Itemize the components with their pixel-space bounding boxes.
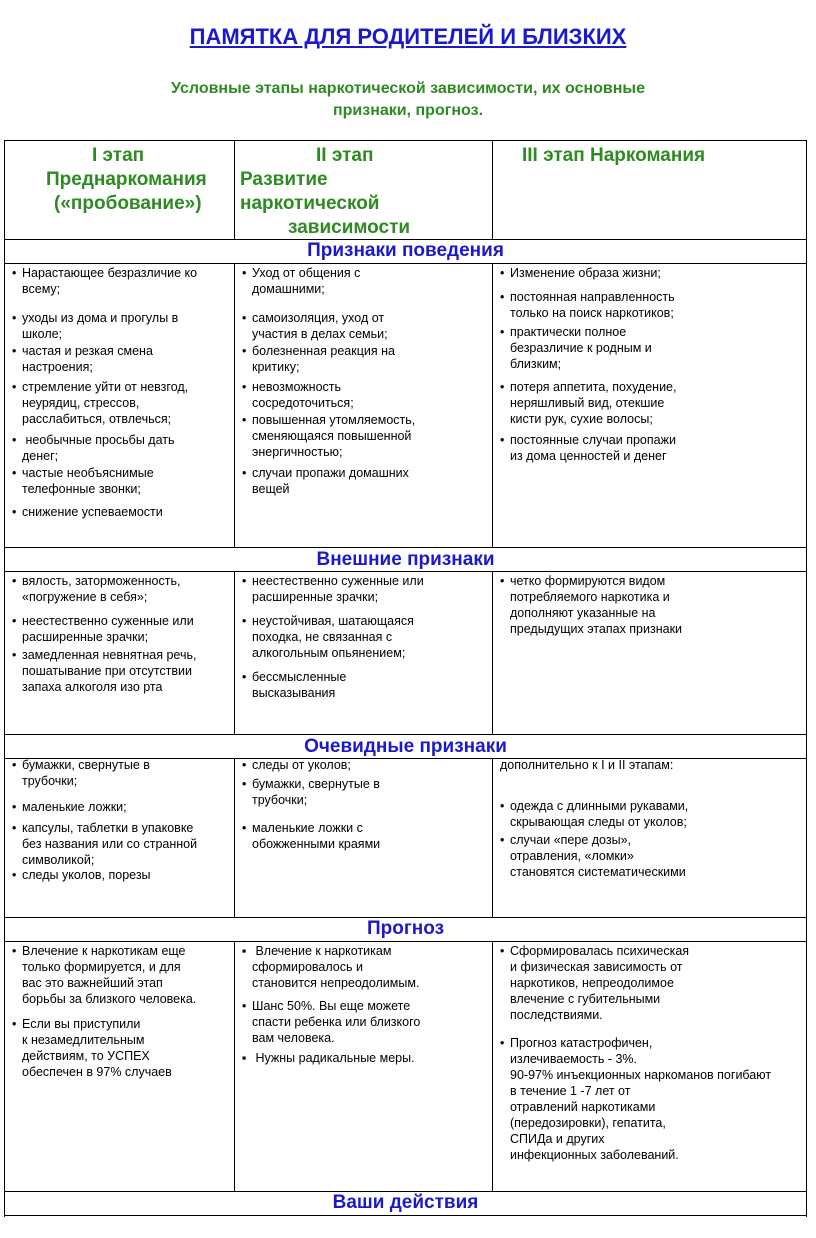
stage-header-line: зависимости — [288, 217, 411, 238]
list-item — [6, 504, 232, 520]
list-item — [6, 943, 232, 1007]
bullet-icon: • — [242, 413, 247, 427]
list-item-text: всему; — [22, 282, 61, 296]
list-item-text: стремление уйти от невзгод, — [22, 380, 189, 394]
list-item-text: СПИДа и других — [510, 1132, 605, 1146]
stage-header-line: II этап — [316, 145, 374, 166]
list-item-text: отравлений наркотиками — [510, 1100, 656, 1114]
table-rule — [234, 140, 235, 239]
list-item-text: трубочки; — [22, 774, 78, 788]
list-item-text: Влечение к наркотикам — [252, 944, 392, 958]
bullet-icon: • — [500, 380, 505, 394]
list-item — [494, 289, 805, 321]
bullet-icon: • — [500, 1036, 505, 1050]
bullet-icon: • — [500, 833, 505, 847]
list-item-text: Изменение образа жизни; — [510, 266, 661, 280]
list-item — [494, 573, 805, 637]
list-item-text: сосредоточиться; — [252, 396, 354, 410]
bullet-icon: • — [12, 266, 17, 280]
list-item — [236, 379, 490, 411]
list-item-text: предыдущих этапах признаки — [510, 622, 683, 636]
bullet-icon: • — [12, 1017, 17, 1031]
stage-header-line: I этап — [92, 145, 145, 166]
bullet-icon: • — [242, 344, 247, 358]
table-rule — [234, 263, 235, 547]
list-item-text: кисти рук, сухие волосы; — [510, 412, 653, 426]
section-title: Очевидные признаки — [304, 736, 507, 757]
list-item — [236, 573, 490, 605]
list-item-text: неестественно суженные или — [252, 574, 424, 588]
bullet-icon: • — [500, 433, 505, 447]
bullet-icon: • — [12, 944, 17, 958]
stage-header-line: («пробование») — [54, 193, 202, 214]
list-item-text: последствиями. — [510, 1008, 603, 1022]
bullet-icon: • — [12, 758, 17, 772]
list-item-text: маленькие ложки с — [252, 821, 363, 835]
bullet-icon: • — [12, 433, 17, 447]
table-rule — [806, 140, 807, 1217]
list-item — [236, 757, 490, 773]
bullet-icon: • — [242, 574, 247, 588]
list-item-text: близким; — [510, 357, 562, 371]
list-item — [236, 943, 490, 991]
list-item-text: (передозировки), гепатита, — [510, 1116, 666, 1130]
list-item — [236, 310, 490, 342]
bullet-icon: ▪ — [242, 1051, 247, 1065]
list-item-text: и физическая зависимость от — [510, 960, 683, 974]
list-item-text: школе; — [22, 327, 63, 341]
table-rule — [4, 140, 5, 1217]
list-item-text: настроения; — [22, 360, 93, 374]
table-cell — [494, 571, 805, 734]
table-rule — [4, 547, 807, 548]
list-item — [6, 432, 232, 464]
list-item — [494, 432, 805, 464]
list-item-text: алкогольным опьянением; — [252, 646, 406, 660]
list-item-text: практически полное — [510, 325, 627, 339]
list-item — [6, 573, 232, 605]
list-item — [494, 324, 805, 372]
list-item-text: вас это важнейший этап — [22, 976, 163, 990]
list-item-text: влечение с губительными — [510, 992, 661, 1006]
list-item-text: потеря аппетита, похудение, — [510, 380, 677, 394]
list-item — [236, 820, 490, 852]
bullet-icon: • — [242, 614, 247, 628]
table-cell — [6, 263, 232, 547]
table-rule — [4, 1215, 807, 1216]
list-item — [494, 798, 805, 830]
table-rule — [492, 140, 493, 239]
list-item — [6, 757, 232, 789]
list-item-text: неестественно суженные или — [22, 614, 194, 628]
stage-header-line: наркотической — [240, 193, 380, 214]
list-item-text: домашними; — [252, 282, 325, 296]
table-rule — [4, 140, 807, 141]
list-item — [6, 1016, 232, 1080]
table-cell — [6, 941, 232, 1191]
list-item-text: одежда с длинными рукавами, — [510, 799, 689, 813]
section-title: Прогноз — [366, 918, 445, 939]
list-item-text: обеспечен в 97% случаев — [22, 1065, 172, 1079]
list-item-text: излечиваемость - 3%. — [510, 1052, 637, 1066]
list-item — [494, 265, 805, 281]
list-item-text: случаи пропажи домашних — [252, 466, 409, 480]
list-item-text: становятся систематическими — [510, 865, 686, 879]
list-item — [236, 776, 490, 808]
list-item-text: наркотиков, непреодолимое — [510, 976, 674, 990]
list-item-text: сменяющаяся повышенной — [252, 429, 412, 443]
stage-header-line: Развитие — [240, 169, 328, 190]
list-item-text: следы от уколов; — [252, 758, 351, 772]
bullet-icon: • — [12, 868, 17, 882]
bullet-icon: • — [242, 311, 247, 325]
list-item — [236, 998, 490, 1046]
list-item-text: только формируется, и для — [22, 960, 181, 974]
list-item-text: спасти ребенка или близкого — [252, 1015, 421, 1029]
list-item-text: расширенные зрачки; — [22, 630, 149, 644]
list-item-text: действиям, то УСПЕХ — [22, 1049, 150, 1063]
list-item-text: постоянные случаи пропажи — [510, 433, 676, 447]
bullet-icon: • — [12, 574, 17, 588]
page-title: ПАМЯТКА ДЛЯ РОДИТЕЛЕЙ И БЛИЗКИХ — [189, 24, 627, 49]
bullet-icon: • — [500, 574, 505, 588]
table-rule — [492, 758, 493, 917]
bullet-icon: • — [500, 290, 505, 304]
page-subtitle — [120, 78, 696, 122]
list-item-text: в течение 1 -7 лет от — [510, 1084, 631, 1098]
list-item-text: капсулы, таблетки в упаковке — [22, 821, 194, 835]
list-item-text: маленькие ложки; — [22, 800, 127, 814]
bullet-icon: • — [12, 505, 17, 519]
list-item-text: критику; — [252, 360, 300, 374]
list-item-text: потребляемого наркотика и — [510, 590, 670, 604]
list-item-text: запаха алкоголя изо рта — [22, 680, 163, 694]
list-item-text: Если вы приступили — [22, 1017, 141, 1031]
list-item — [6, 613, 232, 645]
section-title: Ваши действия — [332, 1192, 479, 1213]
table-rule — [234, 758, 235, 917]
list-item — [494, 1035, 805, 1163]
list-item-text: без названия или со странной — [22, 837, 198, 851]
table-rule — [234, 941, 235, 1191]
list-item-text: дополнительно к I и II этапам: — [500, 758, 674, 772]
table-rule — [492, 263, 493, 547]
list-item-text: Нужны радикальные меры. — [252, 1051, 415, 1065]
bullet-icon: • — [242, 758, 247, 772]
list-item — [236, 465, 490, 497]
list-item-text: к незамедлительным — [22, 1033, 145, 1047]
list-item-text: борьбы за близкого человека. — [22, 992, 197, 1006]
list-item — [6, 379, 232, 427]
list-item-text: телефонные звонки; — [22, 482, 141, 496]
list-item — [6, 799, 232, 815]
bullet-icon: • — [242, 777, 247, 791]
list-item-text: сформировалось и — [252, 960, 363, 974]
list-item-text: скрывающая следы от уколов; — [510, 815, 687, 829]
subtitle-line: Условные этапы наркотической зависимости, их основные — [171, 80, 645, 97]
list-item-text: инфекционных заболеваний. — [510, 1148, 679, 1162]
list-item-text: вялость, заторможенность, — [22, 574, 181, 588]
stage-header-line: Преднаркомания — [46, 169, 207, 190]
bullet-icon: • — [12, 821, 17, 835]
bullet-icon: • — [242, 821, 247, 835]
list-item — [6, 465, 232, 497]
list-item — [6, 820, 232, 868]
bullet-icon: • — [242, 266, 247, 280]
list-item-text: походка, не связанная с — [252, 630, 393, 644]
list-item-text: Сформировалась психическая — [510, 944, 690, 958]
list-item — [6, 265, 232, 297]
list-item-text: замедленная невнятная речь, — [22, 648, 197, 662]
list-item-text: частая и резкая смена — [22, 344, 153, 358]
table-rule — [492, 571, 493, 734]
bullet-icon: • — [500, 944, 505, 958]
list-item-text: бумажки, свернутые в — [22, 758, 150, 772]
list-item-text: «погружение в себя»; — [22, 590, 148, 604]
table-cell — [494, 758, 805, 917]
list-item — [494, 832, 805, 880]
bullet-icon: • — [12, 466, 17, 480]
list-item-text: Нарастающее безразличие ко — [22, 266, 198, 280]
table-rule — [492, 941, 493, 1191]
table-cell — [6, 758, 232, 917]
list-item-text: случаи «пере дозы», — [510, 833, 632, 847]
list-item-text: дополняют указанные на — [510, 606, 656, 620]
list-item-text: невозможность — [252, 380, 342, 394]
list-item-text: участия в делах семьи; — [252, 327, 388, 341]
table-cell — [6, 571, 232, 734]
list-item-text: частые необъяснимые — [22, 466, 154, 480]
bullet-icon: • — [12, 648, 17, 662]
list-item — [236, 1050, 490, 1066]
list-item-text: вещей — [252, 482, 290, 496]
list-item-text: Шанс 50%. Вы еще можете — [252, 999, 411, 1013]
list-item-text: повышенная утомляемость, — [252, 413, 416, 427]
list-item-text: снижение успеваемости — [22, 505, 163, 519]
list-item-text: обожженными краями — [252, 837, 381, 851]
list-item-text: постоянная направленность — [510, 290, 675, 304]
list-item-text: высказывания — [252, 686, 336, 700]
list-item — [494, 379, 805, 427]
list-item-text: неурядиц, стрессов, — [22, 396, 140, 410]
list-item-text: пошатывание при отсутствии — [22, 664, 193, 678]
table-cell — [236, 263, 490, 547]
subtitle-line: признаки, прогноз. — [332, 102, 484, 119]
list-item-text: Влечение к наркотикам еще — [22, 944, 186, 958]
list-item-text: энергичностью; — [252, 445, 343, 459]
stages-table — [4, 140, 807, 1217]
list-item-text: расслабиться, отвлечься; — [22, 412, 172, 426]
list-item-text: трубочки; — [252, 793, 308, 807]
table-cell — [236, 941, 490, 1191]
list-item-text: уходы из дома и прогулы в — [22, 311, 179, 325]
list-item — [236, 343, 490, 375]
list-item — [6, 867, 232, 883]
table-rule — [4, 734, 807, 735]
list-item-text: 90-97% инъекционных наркоманов погибают — [510, 1068, 772, 1082]
list-item-text: Уход от общения с — [252, 266, 361, 280]
list-item-text: Прогноз катастрофичен, — [510, 1036, 653, 1050]
bullet-icon: • — [242, 999, 247, 1013]
list-item — [494, 757, 805, 773]
list-item-text: только на поиск наркотиков; — [510, 306, 674, 320]
list-item-text: самоизоляция, уход от — [252, 311, 385, 325]
list-item-text: бессмысленные — [252, 670, 347, 684]
list-item — [6, 310, 232, 342]
list-item — [6, 647, 232, 695]
bullet-icon: • — [12, 800, 17, 814]
list-item — [6, 343, 232, 375]
bullet-icon: • — [500, 325, 505, 339]
bullet-icon: • — [12, 614, 17, 628]
list-item-text: денег; — [22, 449, 59, 463]
list-item — [236, 265, 490, 297]
list-item-text: символикой; — [22, 853, 95, 867]
list-item-text: четко формируются видом — [510, 574, 666, 588]
table-cell — [494, 941, 805, 1191]
list-item-text: следы уколов, порезы — [22, 868, 151, 882]
bullet-icon: • — [242, 466, 247, 480]
table-cell — [236, 571, 490, 734]
stage-header-line: III этап Наркомания — [522, 145, 706, 166]
table-cell — [236, 758, 490, 917]
bullet-icon: • — [500, 799, 505, 813]
list-item-text: неустойчивая, шатающаяся — [252, 614, 414, 628]
bullet-icon: • — [242, 670, 247, 684]
list-item-text: необычные просьбы дать — [22, 433, 175, 447]
bullet-icon: • — [242, 380, 247, 394]
list-item-text: из дома ценностей и денег — [510, 449, 667, 463]
list-item — [236, 669, 490, 701]
list-item-text: бумажки, свернутые в — [252, 777, 380, 791]
list-item-text: безразличие к родным и — [510, 341, 652, 355]
list-item — [494, 943, 805, 1023]
list-item-text: болезненная реакция на — [252, 344, 395, 358]
bullet-icon: • — [500, 266, 505, 280]
list-item-text: неряшливый вид, отекшие — [510, 396, 665, 410]
bullet-icon: • — [12, 344, 17, 358]
section-title: Внешние признаки — [316, 549, 495, 570]
bullet-icon: ▪ — [242, 944, 247, 958]
list-item-text: становится непреодолимым. — [252, 976, 420, 990]
table-cell — [494, 263, 805, 547]
bullet-icon: • — [12, 380, 17, 394]
list-item — [236, 613, 490, 661]
list-item-text: отравления, «ломки» — [510, 849, 634, 863]
list-item-text: расширенные зрачки; — [252, 590, 379, 604]
list-item-text: вам человека. — [252, 1031, 335, 1045]
bullet-icon: • — [12, 311, 17, 325]
list-item — [236, 412, 490, 460]
section-title: Признаки поведения — [307, 240, 504, 261]
table-rule — [234, 571, 235, 734]
